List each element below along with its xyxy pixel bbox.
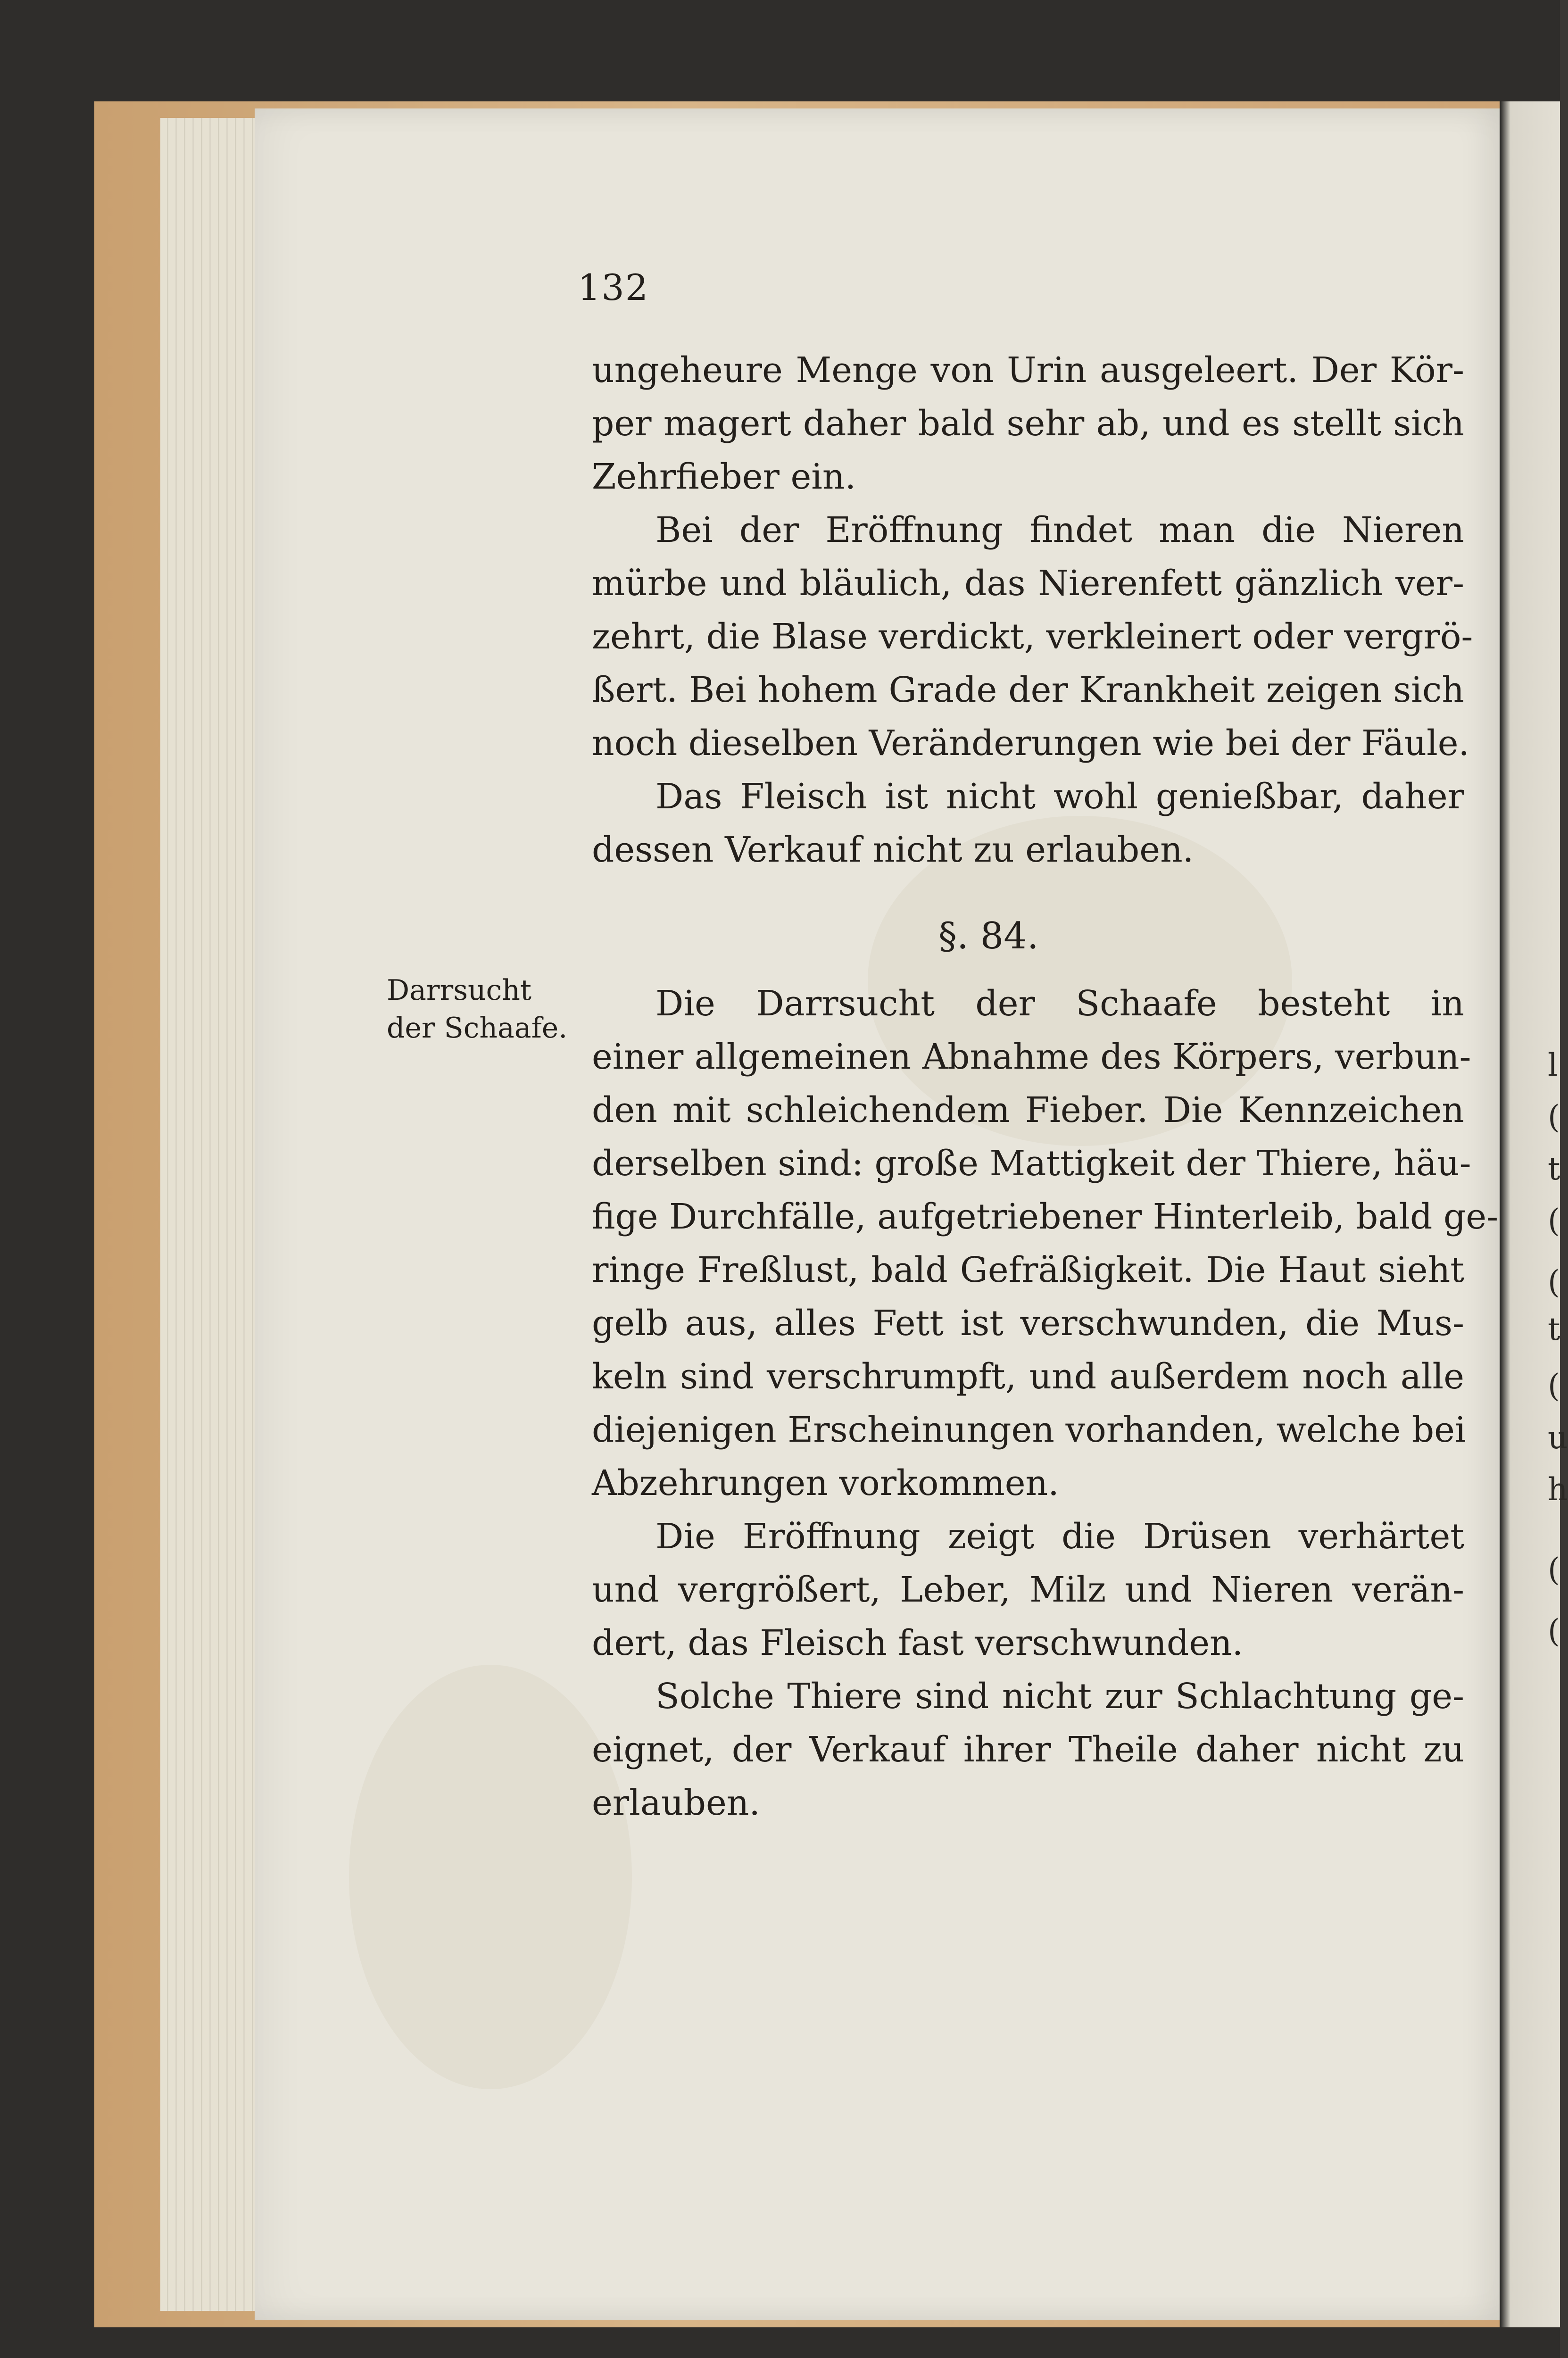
text-line: mürbe und bläulich, das Nierenfett gänzlich ver- bbox=[592, 563, 1464, 604]
text-line: erlauben. bbox=[592, 1783, 760, 1823]
facing-page-glyph: u bbox=[1548, 1420, 1568, 1456]
text-line: keln sind verschrumpft, und außerdem noch alle bbox=[592, 1356, 1464, 1397]
text-line: per magert daher bald sehr ab, und es stellt sich bbox=[592, 403, 1464, 444]
facing-page-glyph: t bbox=[1548, 1151, 1560, 1187]
text-line: noch dieselben Veränderungen wie bei der Fäule. bbox=[592, 723, 1470, 764]
text-line: Die Darrsucht der Schaafe besteht in bbox=[655, 983, 1464, 1024]
facing-page-glyph: h bbox=[1548, 1471, 1568, 1508]
page-edges bbox=[160, 118, 269, 2311]
text-line: fige Durchfälle, aufgetriebener Hinterleib, bald ge- bbox=[592, 1196, 1499, 1237]
paper-stain bbox=[349, 1665, 632, 2089]
text-line: und vergrößert, Leber, Milz und Nieren verän- bbox=[592, 1569, 1464, 1610]
text-line: Das Fleisch ist nicht wohl genießbar, daher bbox=[655, 776, 1464, 817]
page-number: 132 bbox=[578, 266, 649, 308]
text-line: dessen Verkauf nicht zu erlauben. bbox=[592, 830, 1194, 870]
facing-page-glyph: ( bbox=[1548, 1203, 1560, 1239]
text-line: Abzehrungen vorkommen. bbox=[592, 1463, 1059, 1503]
facing-page-glyph: ( bbox=[1548, 1368, 1560, 1404]
text-line: einer allgemeinen Abnahme des Körpers, verbun- bbox=[592, 1037, 1471, 1077]
text-line: den mit schleichendem Fieber. Die Kennzeichen bbox=[592, 1090, 1464, 1130]
text-line: eignet, der Verkauf ihrer Theile daher nicht zu bbox=[592, 1729, 1464, 1770]
text-line: Zehrfieber ein. bbox=[592, 457, 856, 497]
text-line: ßert. Bei hohem Grade der Krankheit zeigen sich bbox=[592, 670, 1464, 710]
margin-note-line: der Schaafe. bbox=[387, 1012, 568, 1045]
text-line: Die Eröffnung zeigt die Drüsen verhärtet bbox=[655, 1516, 1464, 1557]
text-line: Solche Thiere sind nicht zur Schlachtung ge- bbox=[655, 1676, 1464, 1717]
facing-page-glyph: ( bbox=[1548, 1613, 1560, 1649]
margin-note-line: Darrsucht bbox=[387, 974, 532, 1007]
facing-page-glyph: l bbox=[1548, 1047, 1558, 1083]
text-line: gelb aus, alles Fett ist verschwunden, die Mus- bbox=[592, 1303, 1464, 1344]
text-line: Bei der Eröffnung findet man die Nieren bbox=[655, 510, 1464, 550]
text-line: zehrt, die Blase verdickt, verkleinert oder vergrö- bbox=[592, 616, 1473, 657]
text-line: dert, das Fleisch fast verschwunden. bbox=[592, 1623, 1244, 1663]
text-line: diejenigen Erscheinungen vorhanden, welche bei bbox=[592, 1410, 1466, 1450]
text-line: derselben sind: große Mattigkeit der Thiere, häu- bbox=[592, 1143, 1471, 1184]
facing-page-glyph: ( bbox=[1548, 1264, 1560, 1300]
text-line: ringe Freßlust, bald Gefräßigkeit. Die Haut sieht bbox=[592, 1250, 1464, 1290]
facing-page-glyph: ( bbox=[1548, 1099, 1560, 1135]
facing-page-glyph: t bbox=[1548, 1311, 1560, 1347]
text-line: ungeheure Menge von Urin ausgeleert. Der Kör- bbox=[592, 350, 1464, 390]
facing-page-glyph: ( bbox=[1548, 1552, 1560, 1588]
section-heading: §. 84. bbox=[938, 915, 1039, 957]
